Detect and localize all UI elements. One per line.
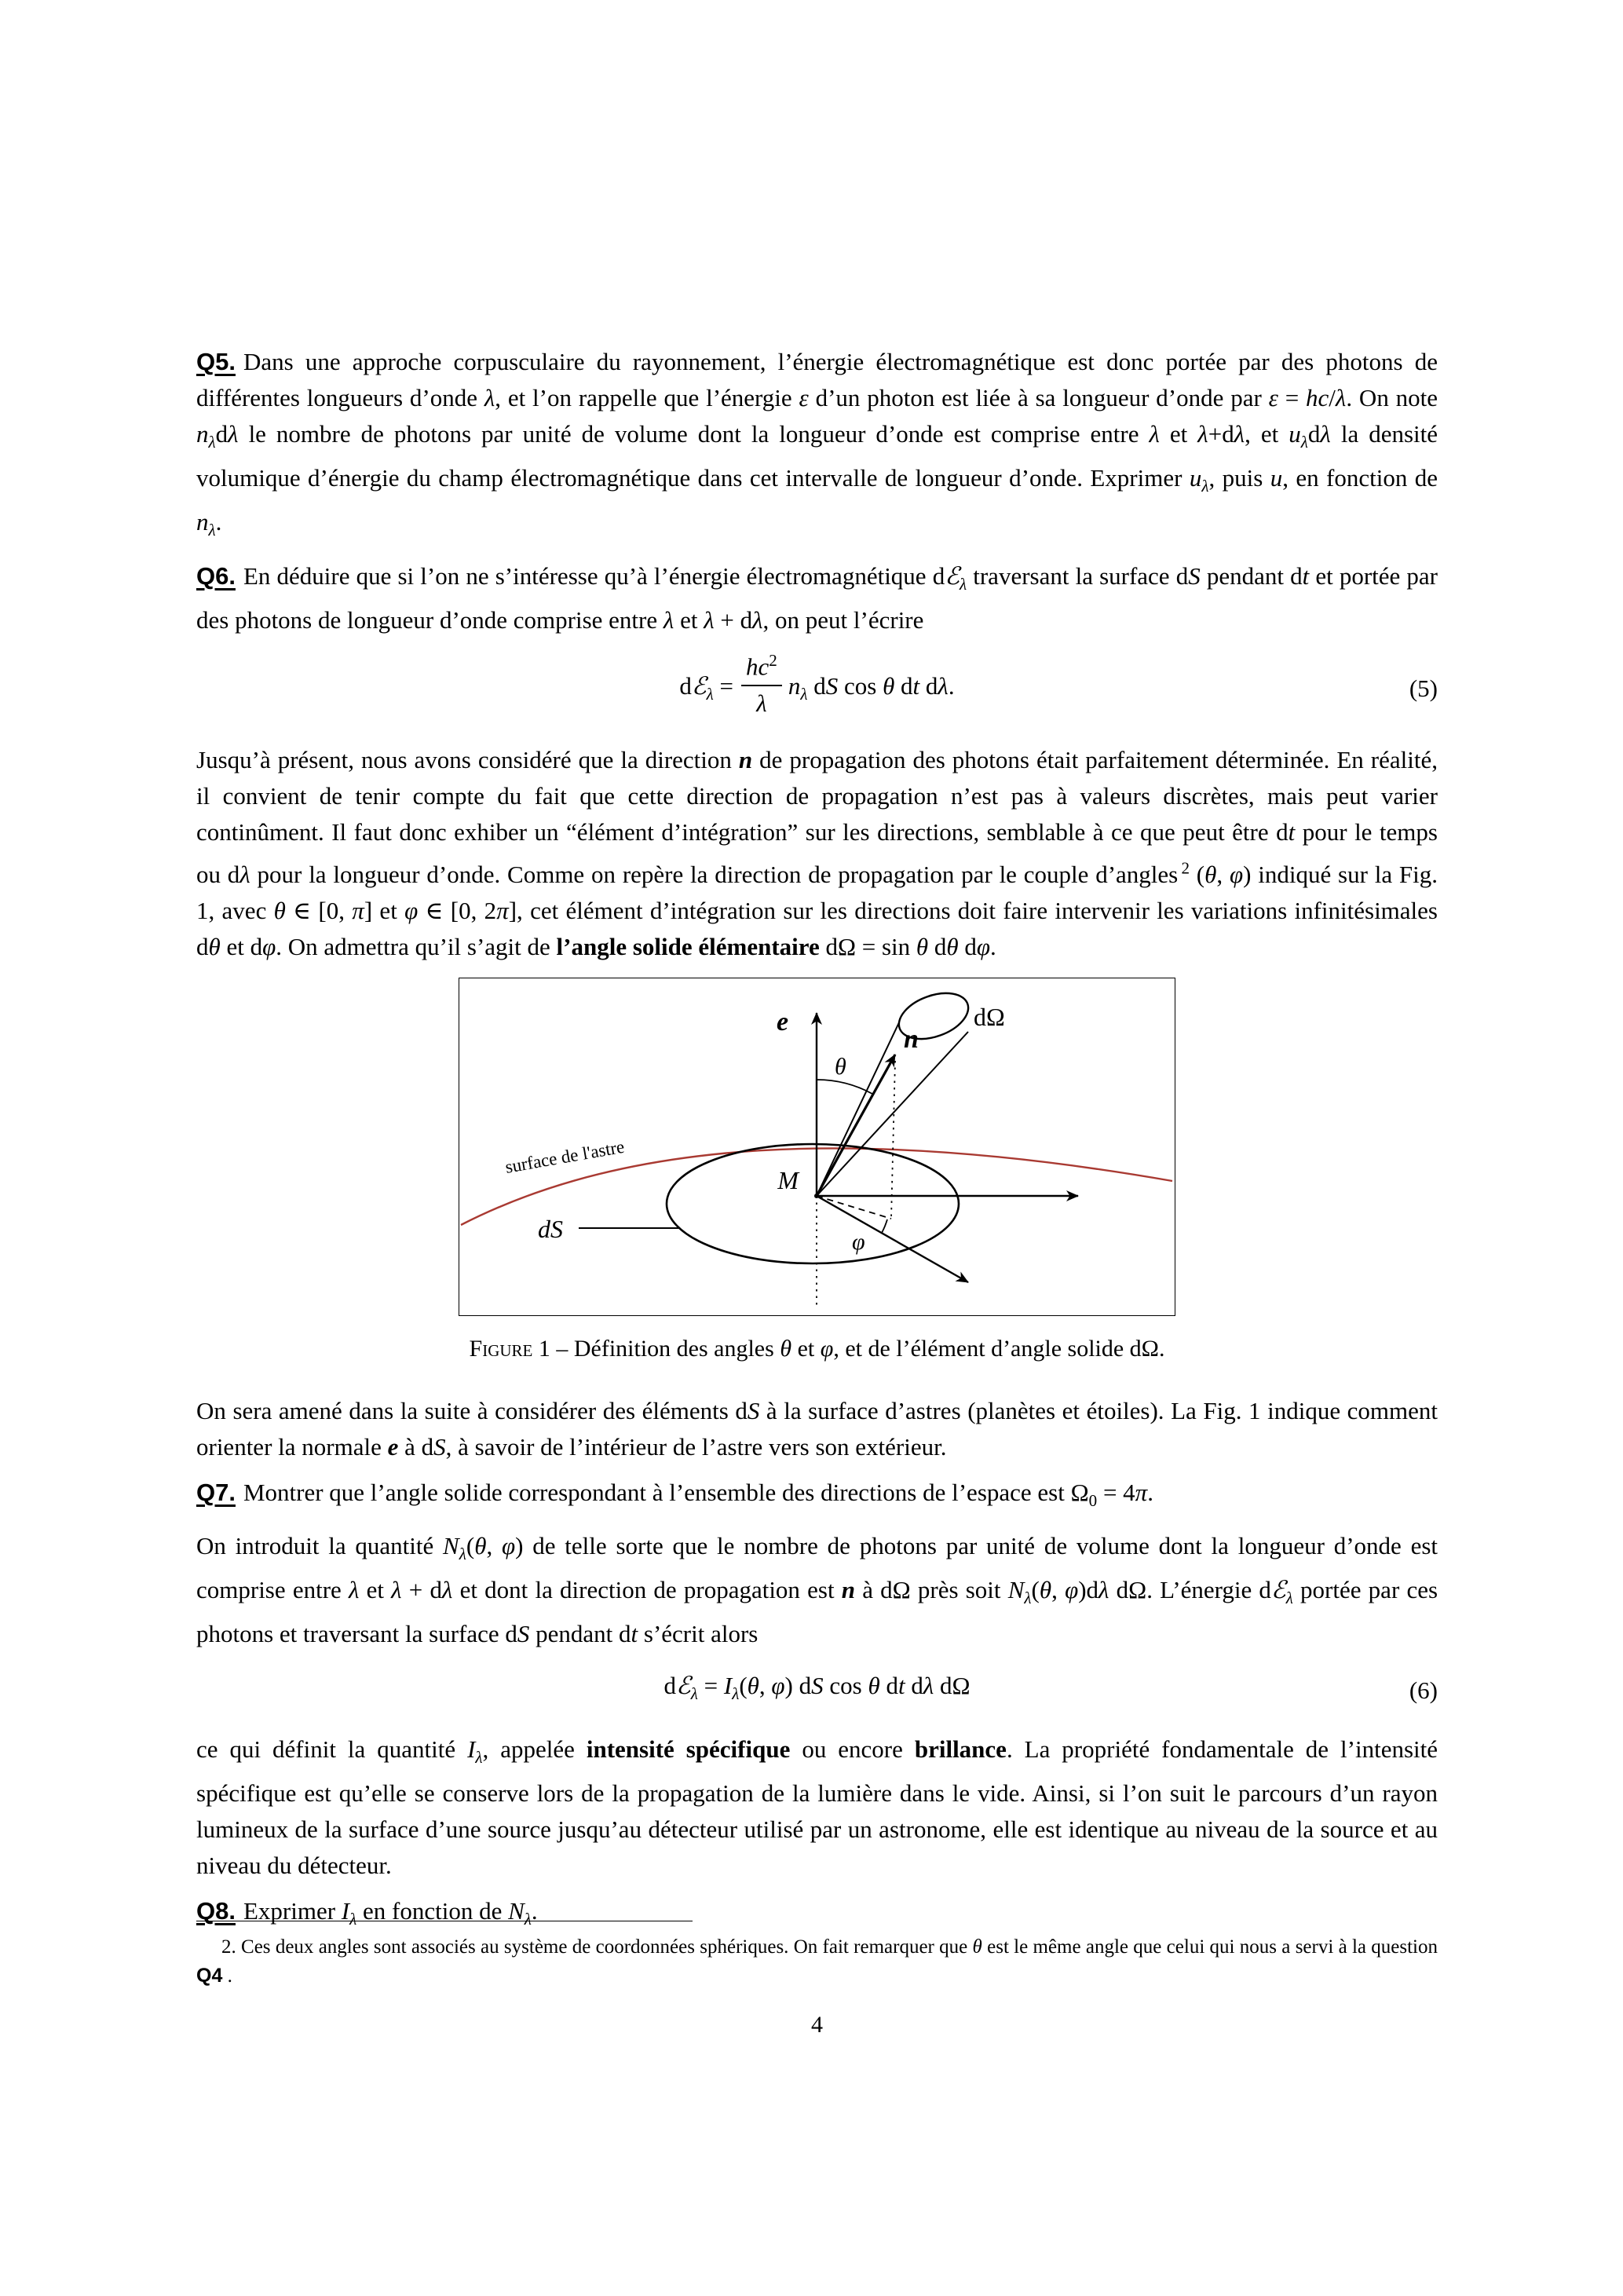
figure1-diagram	[459, 978, 1174, 1314]
question-q6	[196, 558, 1438, 638]
paragraph-surface-elements	[196, 1393, 1438, 1465]
q6-text: En déduire que si l’on ne s’intéresse qu’à l’énergie électromagnétique dℰ$_\lambda$ traversant la surface dS pendant dt et portée par des photons de longueur d’onde comprise entre λ et λ + dλ, on peut l’écrire	[196, 561, 1438, 634]
eq5-lhs: dℰ$_\lambda$ =	[679, 671, 734, 704]
figure-1	[196, 978, 1438, 1366]
question-q7	[196, 1475, 1438, 1519]
footnote-area	[196, 1921, 1438, 1991]
paragraph-intensity-definition-text: ce qui définit la quantité $I_\lambda$, appelée intensité spécifique ou encore brillance. La propriété fondamentale de l’intensité spécifique est qu’elle se conserve lors de la propagation de la lumière dans le vide. Ainsi, si l’on suit le parcours d’un rayon lumineux de la surface d’une source jusqu’au détecteur utilisé par un astronome, elle est identique au niveau de la source et au niveau du détecteur.	[196, 1735, 1438, 1879]
figure1-caption-label: Figure 1	[469, 1335, 550, 1362]
eq6-body: dℰ$_\lambda$ = $I_\lambda(\theta$, φ) dS cos θ dt dλ dΩ	[663, 1672, 971, 1704]
figure1-frame	[459, 978, 1175, 1316]
eq5-fraction	[741, 650, 782, 719]
point-M-dot	[814, 1194, 819, 1198]
phi-arc	[882, 1219, 887, 1233]
footnote-body: 2. Ces deux angles sont associés au système de coordonnées sphériques. On fait remarquer que θ est le même angle que celui qui nous a servi à la question	[221, 1936, 1438, 1958]
paragraph-intensity-definition	[196, 1731, 1438, 1884]
paragraph-intensity-intro-text: On introduit la quantité $N_\lambda(\theta$, φ) de telle sorte que le nombre de photons par unité de volume dont la longueur d’onde est comprise entre λ et λ + dλ et dont la direction de propagation est n à dΩ près soit $N_\lambda(\theta$, φ)dλ dΩ. L’énergie dℰ$_\lambda$ portée par ces photons et traversant la surface dS pendant dt s’écrit alors	[196, 1532, 1438, 1648]
q5-text: Dans une approche corpusculaire du rayonnement, l’énergie électromagnétique est donc portée par des photons de différentes longueurs d’onde λ, et l’on rappelle que l’énergie ε d’un photon est liée à sa longueur d’onde par ε = hc/λ. On note $n_\lambda d\lambda$ le nombre de photons par unité de volume dont la longueur d’onde est comprise entre λ et λ+dλ, et $u_\lambda d\lambda$ la densité volumique d’énergie du champ électromagnétique dans cet intervalle de longueur d’onde. Exprimer $u_\lambda$, puis u, en fonction de $n_\lambda$.	[196, 348, 1438, 540]
theta-arc	[817, 1080, 872, 1094]
paragraph-surface-elements-text: On sera amené dans la suite à considérer des éléments dS à la surface d’astres (planètes et étoiles). La Fig. 1 indique comment orienter la normale e à dS, à savoir de l’intérieur de l’astre vers son extérieur.	[196, 1396, 1438, 1461]
n-projection-dashed	[817, 1196, 891, 1219]
ds-label: dS	[538, 1214, 563, 1243]
solid-angle-label: dΩ	[974, 1002, 1005, 1031]
question-q5	[196, 344, 1438, 549]
phi-label: φ	[852, 1228, 865, 1255]
footnote-text	[196, 1932, 1438, 1991]
equation-5	[196, 650, 1438, 723]
eq6-number: (6)	[1409, 1676, 1438, 1704]
vector-n-label: n	[904, 1024, 919, 1054]
point-M-label: M	[777, 1165, 799, 1194]
vector-n-arrow	[817, 1055, 895, 1196]
q5-label: Q5.	[196, 348, 236, 375]
eq5-denominator: λ	[756, 689, 767, 717]
page-number: 4	[811, 2012, 823, 2038]
q7-label: Q7.	[196, 1478, 236, 1506]
content-column	[196, 344, 1438, 1947]
figure1-caption	[196, 1332, 1438, 1366]
astre-surface-label: surface de l'astre	[503, 1136, 627, 1177]
solid-angle-cone-line-left	[817, 1019, 901, 1196]
vector-e-label: e	[777, 1007, 789, 1036]
footnote-q4-ref: Q4	[196, 1965, 223, 1987]
paragraph-direction-text: Jusqu’à présent, nous avons considéré que la direction n de propagation des photons était parfaitement déterminée. En réalité, il convient de tenir compte du fait que cette direction de propagation n’est pas à valeurs discrètes, mais peut varier continûment. Il faut donc exhiber un “élément d’intégration” sur les directions, semblable à ce que peut être dt pour le temps ou dλ pour la longueur d’onde. Comme on repère la direction de propagation par le couple d’angles $^2$ (θ, φ) indiqué sur la Fig. 1, avec θ ∈ [0, π] et φ ∈ [0, 2π], cet élément d’intégration sur les directions doit faire intervenir les variations infinitésimales dθ et dφ. On admettra qu’il s’agit de l’angle solide élémentaire dΩ = sin θ dθ dφ.	[196, 745, 1438, 960]
q8-text: Exprimer $I_\lambda$ en fonction de $N_\lambda$.	[243, 1896, 538, 1929]
q7-text: Montrer que l’angle solide correspondant à l’ensemble des directions de l’espace est $\Omega_0 = 4\pi$.	[243, 1478, 1153, 1511]
ds-ellipse	[667, 1144, 959, 1263]
footnote-suffix: .	[222, 1965, 232, 1987]
eq5-numerator: $hc^2$	[741, 650, 782, 686]
q6-label: Q6.	[196, 561, 236, 590]
eq5-number: (5)	[1409, 674, 1438, 702]
theta-label: θ	[835, 1053, 846, 1080]
equation-6	[196, 1668, 1438, 1712]
q8-label: Q8.	[196, 1896, 236, 1925]
phi-reference-arrow	[817, 1196, 968, 1282]
paragraph-intensity-intro	[196, 1528, 1438, 1652]
eq5-rhs: $n_\lambda$ dS cos θ dt dλ.	[788, 671, 955, 704]
figure1-caption-text: – Définition des angles θ et φ, et de l’élément d’angle solide dΩ.	[550, 1335, 1165, 1362]
paragraph-direction	[196, 742, 1438, 965]
